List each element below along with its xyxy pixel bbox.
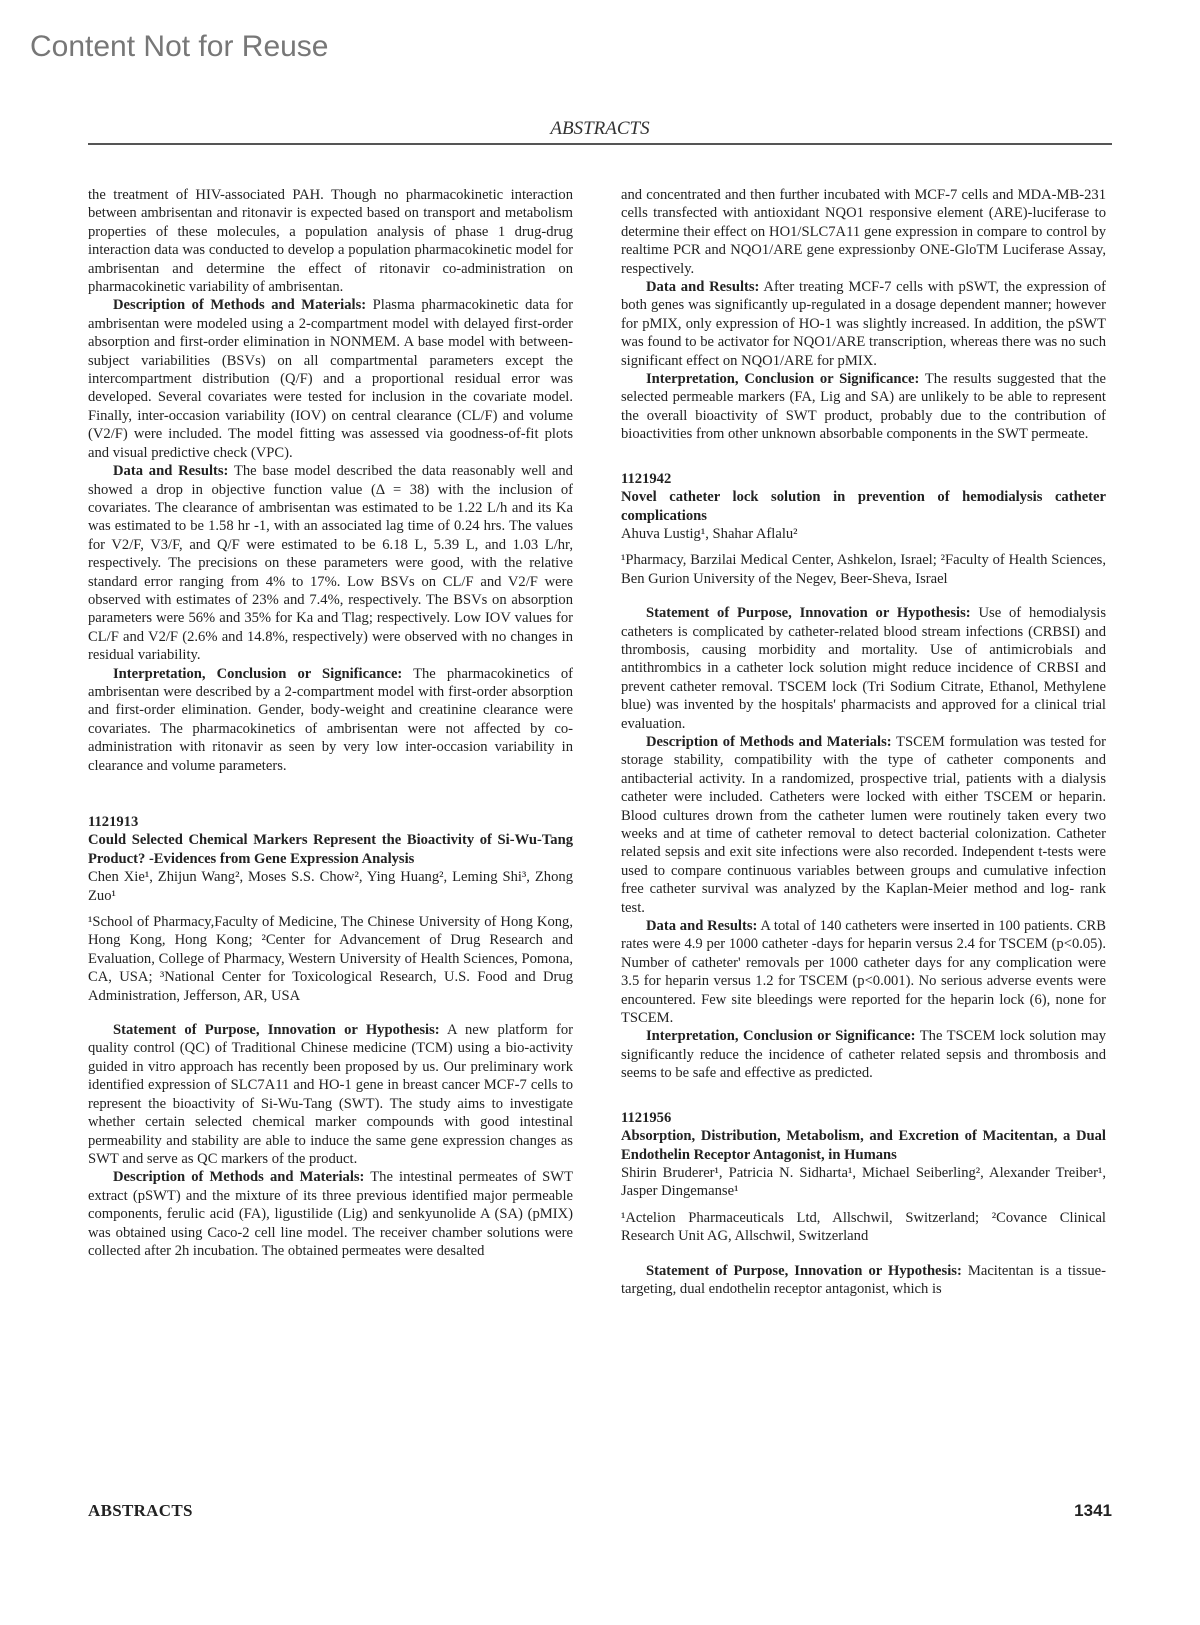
footer-journal-section: ABSTRACTS <box>88 1501 193 1520</box>
section-label: Data and Results: <box>113 463 229 480</box>
interpretation-paragraph <box>88 665 573 775</box>
interpretation-paragraph <box>621 1027 1106 1082</box>
section-label: Interpretation, Conclusion or Significance: <box>113 665 403 682</box>
section-text: The intestinal permeates of SWT extract (pSWT) and the mixture of its three previous identified major permeable components, ferulic acid (FA), ligustilide (Lig) and senkyunolide A (SA) (pMIX) was obtained using Caco-2 cell line model. The receiver chamber solutions were collected after 2h incubation. The obtained permeates were desalted <box>88 1169 573 1259</box>
interpretation-paragraph <box>621 370 1106 444</box>
abstract-id: 1121942 <box>621 470 672 487</box>
section-label: Interpretation, Conclusion or Significance: <box>646 371 920 388</box>
section-label: Statement of Purpose, Innovation or Hypothesis: <box>113 1022 440 1039</box>
section-label: Description of Methods and Materials: <box>113 297 367 314</box>
abstract-affiliations: ¹School of Pharmacy,Faculty of Medicine, The Chinese University of Hong Kong, Hong Kong, Hong Kong; ²Center for Advancement of Drug Research and Evaluation, College of Pharmacy, Western University of Health Sciences, Pomona, CA, USA; ³National Center for Toxicological Research, U.S. Food and Drug Administration, Jefferson, AR, USA <box>88 914 573 1004</box>
section-text: Use of hemodialysis catheters is complicated by catheter-related blood stream infections (CRBSI) and thrombosis, causing morbidity and mortality. Use of antimicrobials and antithrombics in a catheter lock solution might reduce incidence of CRBSI and prevent catheter removal. TSCEM lock (Tri Sodium Citrate, Ethanol, Methylene blue) was invented by the hospitals' pharmacists and approved for a clinical trial evaluation. <box>621 605 1106 732</box>
section-text: TSCEM formulation was tested for storage stability, compatibility with the type of catheter components and antibacterial activity. In a randomized, prospective trial, patients with a dialysis catheter were included. Catheters were locked with either TSCEM or heparin. Blood cultures drown from the catheter lumen were routinely taken every two weeks and at time of catheter removal to detect bacterial colonization. Catheter related sepsis and exit site infections were also recorded. Independent t-tests were used to compare continuous variables between groups and cumulative infection free catheter survival was analyzed by the Kaplan-Meier method and log- rank test. <box>621 733 1106 916</box>
abstract-title: Novel catheter lock solution in prevention of hemodialysis catheter complications <box>621 489 1106 524</box>
section-text: The results suggested that the selected permeable markers (FA, Lig and SA) are unlikely to be able to represent the overall bioactivity of SWT product, probably due to the contribution of bioactivities from other unknown absorbable components in the SWT permeate. <box>621 371 1106 443</box>
abstract-authors: Shirin Bruderer¹, Patricia N. Sidharta¹, Michael Seiberling², Alexander Treiber¹, Jasper Dingemanse¹ <box>621 1164 1106 1200</box>
results-paragraph <box>621 917 1106 1027</box>
running-header: ABSTRACTS <box>550 118 650 139</box>
abstract-title: Could Selected Chemical Markers Represent the Bioactivity of Si-Wu-Tang Product? -Evidences from Gene Expression Analysis <box>88 832 573 867</box>
left-column <box>88 186 573 1260</box>
section-text: After treating MCF-7 cells with pSWT, the expression of both genes was significantly up-regulated in a dosage dependent manner; however for pMIX, only expression of HO-1 was slightly increased. In addition, the pSWT was found to be activator for NQO1/ARE transcription, whereas there was no such significant effect on NQO1/ARE for pMIX. <box>621 279 1106 369</box>
results-paragraph <box>88 462 573 664</box>
section-label: Statement of Purpose, Innovation or Hypothesis: <box>646 1262 962 1279</box>
section-text: Plasma pharmacokinetic data for ambrisentan were modeled using a 2-compartment model with delayed first-order absorption and first-order elimination in NONMEM. A base model with between-subject variabilities (BSVs) on all compartmental parameters except the intercompartment distribution (Q/F) and a proportional residual error was developed. Several covariates were tested for inclusion in the covariate model. Finally, inter-occasion variability (IOV) on central clearance (CL/F) and volume (V2/F) were included. The model fitting was assessed via goodness-of-fit plots and visual predictive check (VPC). <box>88 297 573 461</box>
right-column <box>621 186 1106 1298</box>
abstract-id: 1121956 <box>621 1109 672 1126</box>
section-label: Description of Methods and Materials: <box>646 733 892 750</box>
section-text: Macitentan is a tissue-targeting, dual endothelin receptor antagonist, which is <box>621 1262 1106 1297</box>
watermark: Content Not for Reuse <box>30 30 329 63</box>
methods-paragraph <box>621 733 1106 917</box>
methods-paragraph <box>88 1168 573 1260</box>
methods-paragraph <box>88 296 573 462</box>
abstract-affiliations: ¹Actelion Pharmaceuticals Ltd, Allschwil, Switzerland; ²Covance Clinical Research Unit AG, Allschwil, Switzerland <box>621 1209 1106 1245</box>
abstract-affiliations: ¹Pharmacy, Barzilai Medical Center, Ashkelon, Israel; ²Faculty of Health Sciences, Ben Gurion University of the Negev, Beer-Sheva, Israel <box>621 552 1106 587</box>
section-text: The base model described the data reasonably well and showed a drop in objective function value (Δ = 38) with the inclusion of covariates. The clearance of ambrisentan was estimated to be 1.22 L/h and its Ka was estimated to be 1.58 hr -1, with an associated lag time of 0.24 hrs. The values for V2/F, V3/F, and Q/F were estimated to be 6.18 L, 5.39 L, and 1.03 L/hr, respectively. The precisions on these parameters were good, with the relative standard error ranging from 4% to 17%. Low BSVs on CL/F and V2/F were observed with estimates of 23% and 7.4%, respectively. The BSVs on absorption parameters were 56% and 35% for Ka and Tlag; respectively. Low IOV values for CL/F and V2/F (2.6% and 14.8%, respectively) were observed with no changes in residual variability. <box>88 463 573 664</box>
purpose-paragraph <box>621 604 1106 733</box>
section-text: A total of 140 catheters were inserted in 100 patients. CRB rates were 4.9 per 1000 catheter -days for heparin versus 2.4 for TSCEM (p<0.05). Number of catheter' removals per 1000 catheter days for any complication were 3.5 for heparin versus 1.2 for TSCEM (p<0.001). No serious adverse events were encountered. Few site bleedings were reported for the heparin lock (6), none for TSCEM. <box>621 918 1106 1027</box>
section-label: Statement of Purpose, Innovation or Hypothesis: <box>646 605 971 622</box>
purpose-paragraph <box>88 1021 573 1168</box>
section-label: Interpretation, Conclusion or Significance: <box>646 1028 916 1045</box>
abstract-authors: Chen Xie¹, Zhijun Wang², Moses S.S. Chow², Ying Huang², Leming Shi³, Zhong Zuo¹ <box>88 869 573 904</box>
section-text: The TSCEM lock solution may significantly reduce the incidence of catheter related sepsis and thrombosis and seems to be safe and effective as predicted. <box>621 1028 1107 1082</box>
purpose-paragraph <box>621 1262 1106 1299</box>
section-text: The pharmacokinetics of ambrisentan were described by a 2-compartment model with first-order absorption and first-order elimination. Gender, body-weight and creatinine clearance were covariates. The pharmacokinetics of ambrisentan were not affected by co-administration with ritonavir as seen by very low inter-occasion variability in clearance and volume parameters. <box>88 665 573 774</box>
page-number: 1341 <box>1074 1501 1112 1520</box>
results-paragraph <box>621 278 1106 370</box>
continued-text: the treatment of HIV-associated PAH. Though no pharmacokinetic interaction between ambrisentan and ritonavir is expected based on transport and metabolism properties of these molecules, a population analysis of phase 1 drug-drug interaction data was conducted to develop a population pharmacokinetic model for ambrisentan and determine the effect of ritonavir co-administration on pharmacokinetic variability of ambrisentan. <box>88 187 573 296</box>
header-rule <box>88 143 1112 145</box>
abstract-title: Absorption, Distribution, Metabolism, and Excretion of Macitentan, a Dual Endothelin Receptor Antagonist, in Humans <box>621 1128 1106 1163</box>
abstract-authors: Ahuva Lustig¹, Shahar Aflalu² <box>621 525 798 542</box>
abstract-id: 1121913 <box>88 814 139 830</box>
section-text: A new platform for quality control (QC) of Traditional Chinese medicine (TCM) using a bio-activity guided in vitro approach has recently been proposed by us. Our preliminary work identified expression of SLC7A11 and HO-1 gene in breast cancer MCF-7 cells to represent the bioactivity of Si-Wu-Tang (SWT). The study aims to investigate whether certain selected chemical marker compounds with good intestinal permeability and stability are able to induce the same gene expression changes as SWT and serve as QC markers of the product. <box>88 1022 573 1167</box>
section-label: Description of Methods and Materials: <box>113 1169 365 1186</box>
section-label: Data and Results: <box>646 279 760 296</box>
continued-text: and concentrated and then further incubated with MCF-7 cells and MDA-MB-231 cells transfected with antioxidant NQO1 responsive element (ARE)-luciferase to determine their effect on HO1/SLC7A11 gene expression in compare to control by realtime PCR and NQO1/ARE gene expressionby ONE-GloTM Luciferase Assay, respectively. <box>621 187 1106 277</box>
section-label: Data and Results: <box>646 918 758 935</box>
